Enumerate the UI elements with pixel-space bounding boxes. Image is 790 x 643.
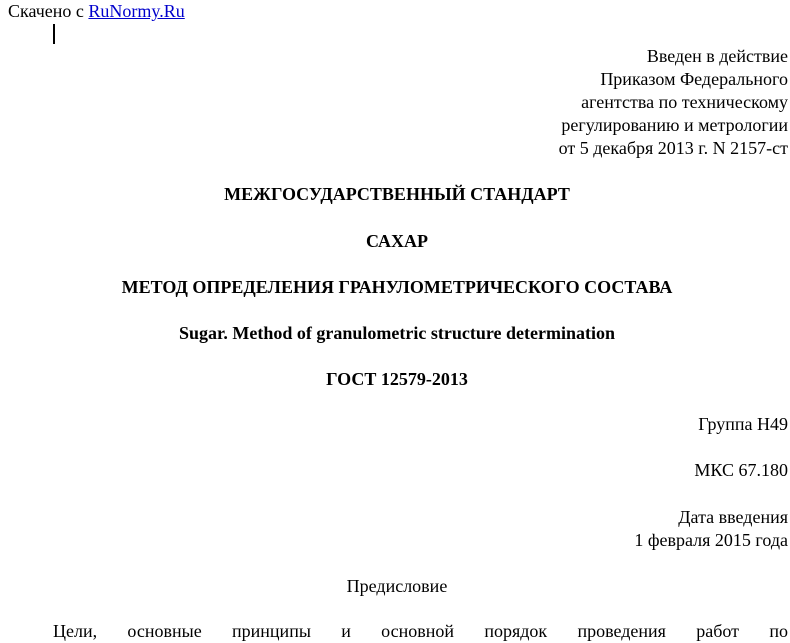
decree-line-1: Введен в действие — [646, 46, 788, 66]
standard-type: МЕЖГОСУДАРСТВЕННЫЙ СТАНДАРТ — [224, 184, 570, 204]
text-cursor — [53, 24, 55, 44]
decree-line-2: Приказом Федерального — [600, 69, 788, 89]
foreword-heading: Предисловие — [346, 576, 448, 596]
foreword-first-line: Цели, основные принципы и основной порядок проведения работ по — [53, 621, 788, 641]
standard-title-en: Sugar. Method of granulometric structure determination — [179, 323, 615, 343]
intro-date-label: Дата введения — [678, 507, 788, 527]
mks-code: МКС 67.180 — [694, 460, 788, 480]
source-link[interactable]: RuNormy.Ru — [88, 1, 185, 21]
standard-subject: САХАР — [365, 231, 429, 251]
source-line — [8, 0, 185, 22]
standard-code: ГОСТ 12579-2013 — [326, 369, 468, 389]
decree-line-3: агентства по техническому — [581, 92, 788, 112]
source-prefix: Скачено с — [8, 1, 89, 21]
decree-line-5: от 5 декабря 2013 г. N 2157-ст — [558, 138, 788, 158]
intro-date-value: 1 февраля 2015 года — [634, 530, 788, 550]
standard-title-ru: МЕТОД ОПРЕДЕЛЕНИЯ ГРАНУЛОМЕТРИЧЕСКОГО СОСТАВА — [121, 277, 673, 297]
decree-block — [559, 45, 788, 160]
decree-line-4: регулированию и метрологии — [561, 115, 788, 135]
group-code: Группа Н49 — [698, 414, 788, 434]
